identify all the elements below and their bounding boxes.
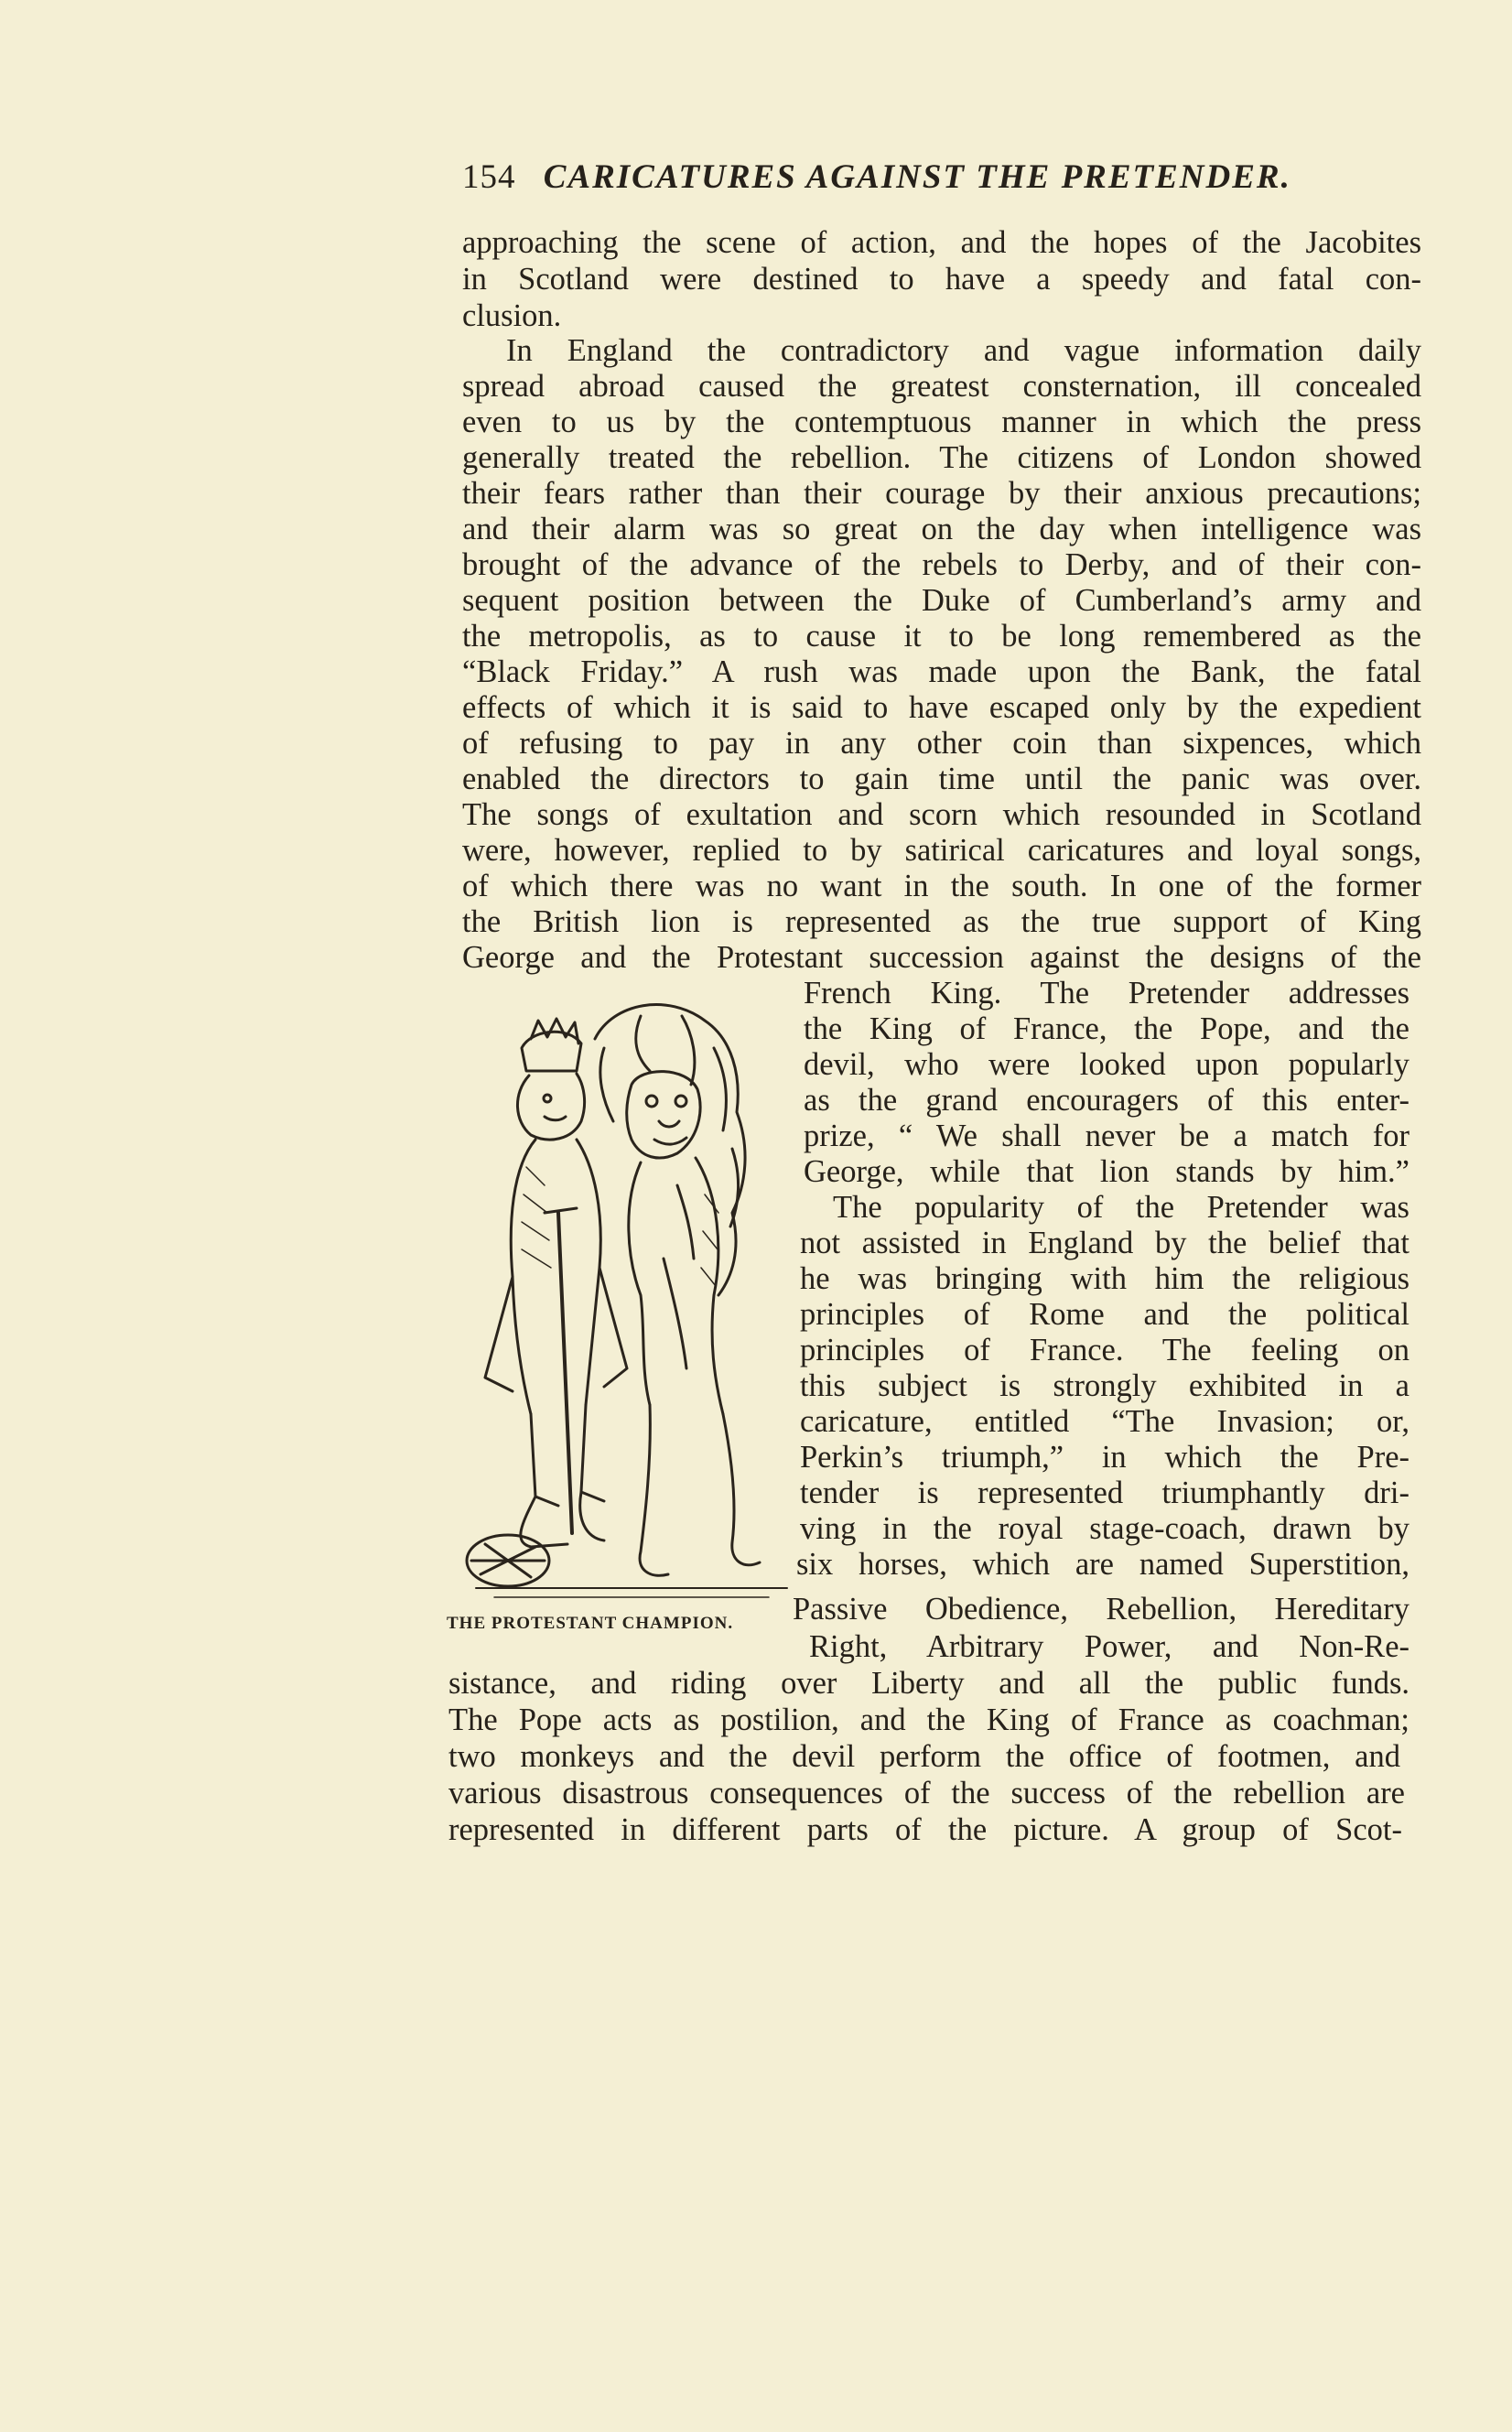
running-title: CARICATURES AGAINST THE PRETENDER. xyxy=(543,158,1291,196)
text-line: the King of France, the Pope, and the xyxy=(804,1011,1409,1046)
page-number: 154 xyxy=(462,158,516,196)
text-line: in Scotland were destined to have a speedy and fatal con- xyxy=(462,262,1421,297)
text-line: generally treated the rebellion. The citizens of London showed xyxy=(462,440,1421,475)
text-line: George, while that lion stands by him.” xyxy=(804,1154,1409,1189)
text-line: Passive Obedience, Rebellion, Hereditary xyxy=(793,1592,1409,1627)
running-header xyxy=(462,157,1414,212)
text-line: prize, “ We shall never be a match for xyxy=(804,1119,1409,1153)
text-line: not assisted in England by the belief that xyxy=(800,1226,1409,1260)
text-line: as the grand encouragers of this enter- xyxy=(804,1083,1409,1118)
text-line: the British lion is represented as the true support of King xyxy=(462,904,1421,939)
text-line: The songs of exultation and scorn which resounded in Scotland xyxy=(462,797,1421,832)
text-line: ving in the royal stage-coach, drawn by xyxy=(800,1511,1409,1546)
text-line: various disastrous consequences of the success of the rebellion are xyxy=(448,1776,1405,1810)
text-line: sequent position between the Duke of Cumberland’s army and xyxy=(462,583,1421,618)
text-line: the metropolis, as to cause it to be long remembered as the xyxy=(462,619,1421,654)
text-line: “Black Friday.” A rush was made upon the Bank, the fatal xyxy=(462,654,1421,689)
text-line: spread abroad caused the greatest consternation, ill concealed xyxy=(462,369,1421,404)
text-line: and their alarm was so great on the day when intelligence was xyxy=(462,512,1421,546)
text-line: The popularity of the Pretender was xyxy=(833,1190,1409,1225)
text-line: brought of the advance of the rebels to Derby, and of their con- xyxy=(462,547,1421,582)
text-line: even to us by the contemptuous manner in which the press xyxy=(462,405,1421,439)
text-line: their fears rather than their courage by their anxious precautions; xyxy=(462,476,1421,511)
text-line: Right, Arbitrary Power, and Non-Re- xyxy=(809,1629,1409,1664)
text-line: enabled the directors to gain time until the panic was over. xyxy=(462,762,1421,796)
text-line: principles of France. The feeling on xyxy=(800,1333,1409,1367)
text-line: represented in different parts of the picture. A group of Scot- xyxy=(448,1812,1402,1847)
text-line: of refusing to pay in any other coin than sixpences, which xyxy=(462,726,1421,761)
text-line: he was bringing with him the religious xyxy=(800,1261,1409,1296)
text-line: In England the contradictory and vague information daily xyxy=(506,333,1421,368)
text-line: this subject is strongly exhibited in a xyxy=(800,1368,1409,1403)
text-line: approaching the scene of action, and the hopes of the Jacobites xyxy=(462,225,1421,260)
text-line: French King. The Pretender addresses xyxy=(804,976,1409,1011)
text-line: principles of Rome and the political xyxy=(800,1297,1409,1332)
text-line: caricature, entitled “The Invasion; or, xyxy=(800,1404,1409,1439)
text-line: devil, who were looked upon popularly xyxy=(804,1047,1409,1082)
text-line: effects of which it is said to have escaped only by the expedient xyxy=(462,690,1421,725)
text-line: sistance, and riding over Liberty and all the public funds. xyxy=(448,1666,1409,1701)
text-line: clusion. xyxy=(462,298,562,333)
text-line: were, however, replied to by satirical caricatures and loyal songs, xyxy=(462,833,1421,868)
figure-caption: THE PROTESTANT CHAMPION. xyxy=(447,1614,734,1633)
text-line: The Pope acts as postilion, and the King of France as coachman; xyxy=(448,1702,1409,1737)
text-line: two monkeys and the devil perform the office of footmen, and xyxy=(448,1739,1400,1774)
protestant-champion-illustration xyxy=(458,984,796,1616)
text-line: of which there was no want in the south. In one of the former xyxy=(462,869,1421,903)
text-line: tender is represented triumphantly dri- xyxy=(800,1475,1409,1510)
text-line: six horses, which are named Superstition, xyxy=(796,1547,1409,1582)
text-line: Perkin’s triumph,” in which the Pre- xyxy=(800,1440,1409,1475)
text-line: George and the Protestant succession against the designs of the xyxy=(462,940,1421,975)
